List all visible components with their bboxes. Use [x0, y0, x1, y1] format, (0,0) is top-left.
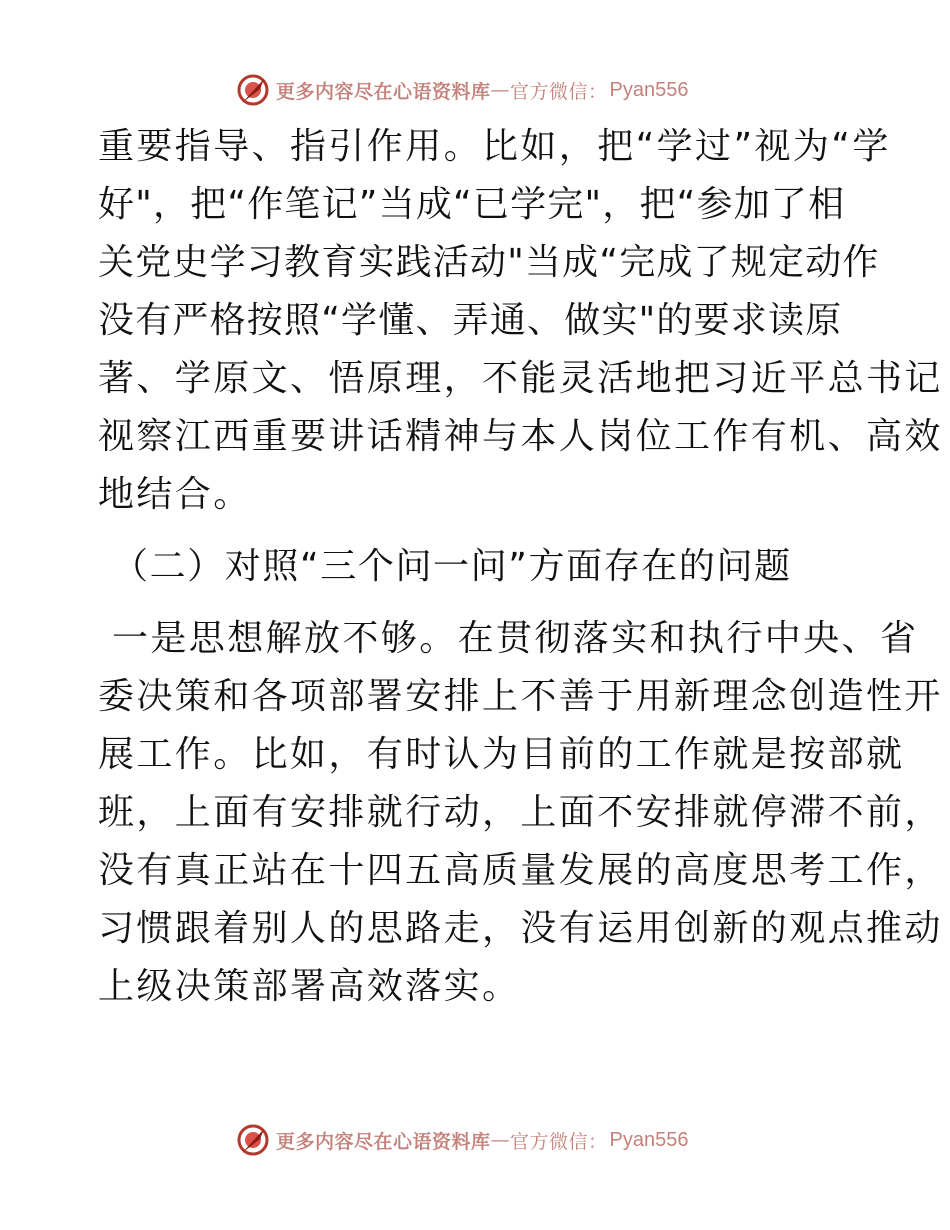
paragraph-2	[98, 610, 943, 1016]
text-line: 好"，把“作笔记”当成“已学完"，把“参加了相	[98, 184, 846, 225]
banner-main-text: 更多内容尽在心语资料库	[276, 80, 491, 103]
paragraph-1	[98, 118, 943, 524]
text-line: 著、学原文、悟原理，不能灵活地把习近平总书记	[98, 358, 943, 399]
text-line: 习惯跟着别人的思路走，没有运用创新的观点推动	[98, 908, 943, 949]
banner-wechat-id: Pyan556	[609, 78, 689, 101]
text-line: 没有严格按照“学懂、弄通、做实"的要求读原	[98, 300, 843, 341]
banner-main-text: 更多内容尽在心语资料库	[276, 1130, 491, 1153]
banner-wechat-id: Pyan556	[609, 1128, 689, 1151]
document-body	[98, 118, 943, 1016]
text-line: 展工作。比如，有时认为目前的工作就是按部就	[98, 734, 905, 775]
text-line: 一是思想解放不够。在贯彻落实和执行中央、省	[112, 618, 919, 659]
text-line: 关党史学习教育实践活动"当成“完成了规定动作	[98, 242, 880, 283]
text-line: 重要指导、指引作用。比如，把“学过”视为“学	[98, 126, 891, 167]
text-line: 地结合。	[98, 474, 252, 515]
text-line: 班，上面有安排就行动，上面不安排就停滞不前，	[98, 792, 943, 833]
text-line: 委决策和各项部署安排上不善于用新理念创造性开	[98, 676, 943, 717]
banner-sub-text: 官方微信：	[510, 1130, 608, 1153]
text-line: 视察江西重要讲话精神与本人岗位工作有机、高效	[98, 416, 943, 457]
quill-logo-icon	[236, 1123, 270, 1157]
banner-dash: —	[490, 1129, 511, 1151]
banner-sub-text: 官方微信：	[510, 80, 608, 103]
text-line: 没有真正站在十四五高质量发展的高度思考工作，	[98, 850, 943, 891]
section-heading: （二）对照“三个问一问”方面存在的问题	[112, 546, 792, 587]
footer-watermark-banner	[236, 1122, 689, 1158]
banner-dash: —	[490, 79, 511, 101]
quill-logo-icon	[236, 73, 270, 107]
header-watermark-banner	[236, 72, 689, 108]
text-line: 上级决策部署高效落实。	[98, 966, 521, 1007]
